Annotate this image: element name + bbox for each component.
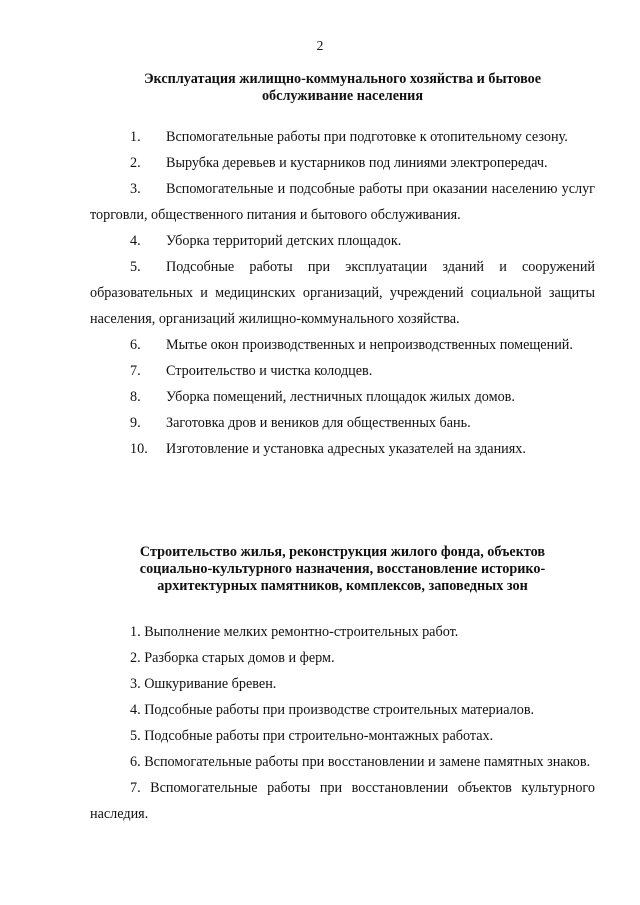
section-heading-line: Строительство жилья, реконструкция жилого фонда, объектов <box>139 544 546 560</box>
section-heading-housing-services <box>90 71 595 105</box>
section-heading-line: архитектурных памятников, комплексов, заповедных зон <box>157 578 528 594</box>
item-number: 4. <box>130 233 141 249</box>
list-item: 1. Выполнение мелких ремонтно-строительных работ. <box>130 624 459 640</box>
item-text: Подсобные работы при эксплуатации зданий и сооружений образовательных и медицинских организаций, учреждений социальной защиты населения, организаций жилищно-коммунального хозяйства. <box>90 259 595 327</box>
work-list-housing-services <box>90 124 595 462</box>
list-item: 7. Вспомогательные работы при восстановлении объектов культурного наследия. <box>90 780 595 822</box>
list-item <box>90 254 595 332</box>
list-item <box>90 176 595 228</box>
item-number: 6. <box>130 337 141 353</box>
list-item: 4. Подсобные работы при производстве строительных материалов. <box>130 702 535 718</box>
section-heading-construction <box>90 544 595 595</box>
item-text: Уборка помещений, лестничных площадок жилых домов. <box>166 389 515 405</box>
list-item <box>90 436 595 462</box>
item-number: 7. <box>130 363 141 379</box>
section-heading-line: обслуживание населения <box>261 88 424 104</box>
list-item <box>90 124 595 150</box>
item-number: 8. <box>130 389 141 405</box>
work-list-construction <box>90 619 595 827</box>
section-heading-line: социально-культурного назначения, восстановление историко- <box>139 561 546 577</box>
list-item <box>90 228 595 254</box>
item-number: 3. <box>130 181 141 197</box>
item-text: Вспомогательные и подсобные работы при оказании населению услуг торговли, общественного питания и бытового обслуживания. <box>90 181 595 223</box>
list-item <box>90 332 595 358</box>
item-number: 10. <box>130 441 148 457</box>
item-text: Уборка территорий детских площадок. <box>166 233 402 249</box>
list-item <box>90 358 595 384</box>
item-number: 9. <box>130 415 141 431</box>
item-text: Строительство и чистка колодцев. <box>166 363 373 379</box>
list-item: 5. Подсобные работы при строительно-монтажных работах. <box>130 728 494 744</box>
list-item: 2. Разборка старых домов и ферм. <box>130 650 335 666</box>
list-item <box>90 410 595 436</box>
item-number: 5. <box>130 259 141 275</box>
item-number: 2. <box>130 155 141 171</box>
item-text: Мытье окон производственных и непроизводственных помещений. <box>166 337 573 353</box>
list-item <box>90 150 595 176</box>
list-item <box>90 384 595 410</box>
list-item: 6. Вспомогательные работы при восстановлении и замене памятных знаков. <box>130 754 591 770</box>
item-text: Вспомогательные работы при подготовке к отопительному сезону. <box>166 129 568 145</box>
item-number: 1. <box>130 129 141 145</box>
item-text: Вырубка деревьев и кустарников под линиями электропередач. <box>166 155 548 171</box>
item-text: Изготовление и установка адресных указателей на зданиях. <box>166 441 526 457</box>
list-item: 3. Ошкуривание бревен. <box>130 676 277 692</box>
page-number: 2 <box>316 38 324 53</box>
section-heading-line: Эксплуатация жилищно-коммунального хозяйства и бытовое <box>143 71 542 87</box>
item-text: Заготовка дров и веников для общественных бань. <box>166 415 471 431</box>
